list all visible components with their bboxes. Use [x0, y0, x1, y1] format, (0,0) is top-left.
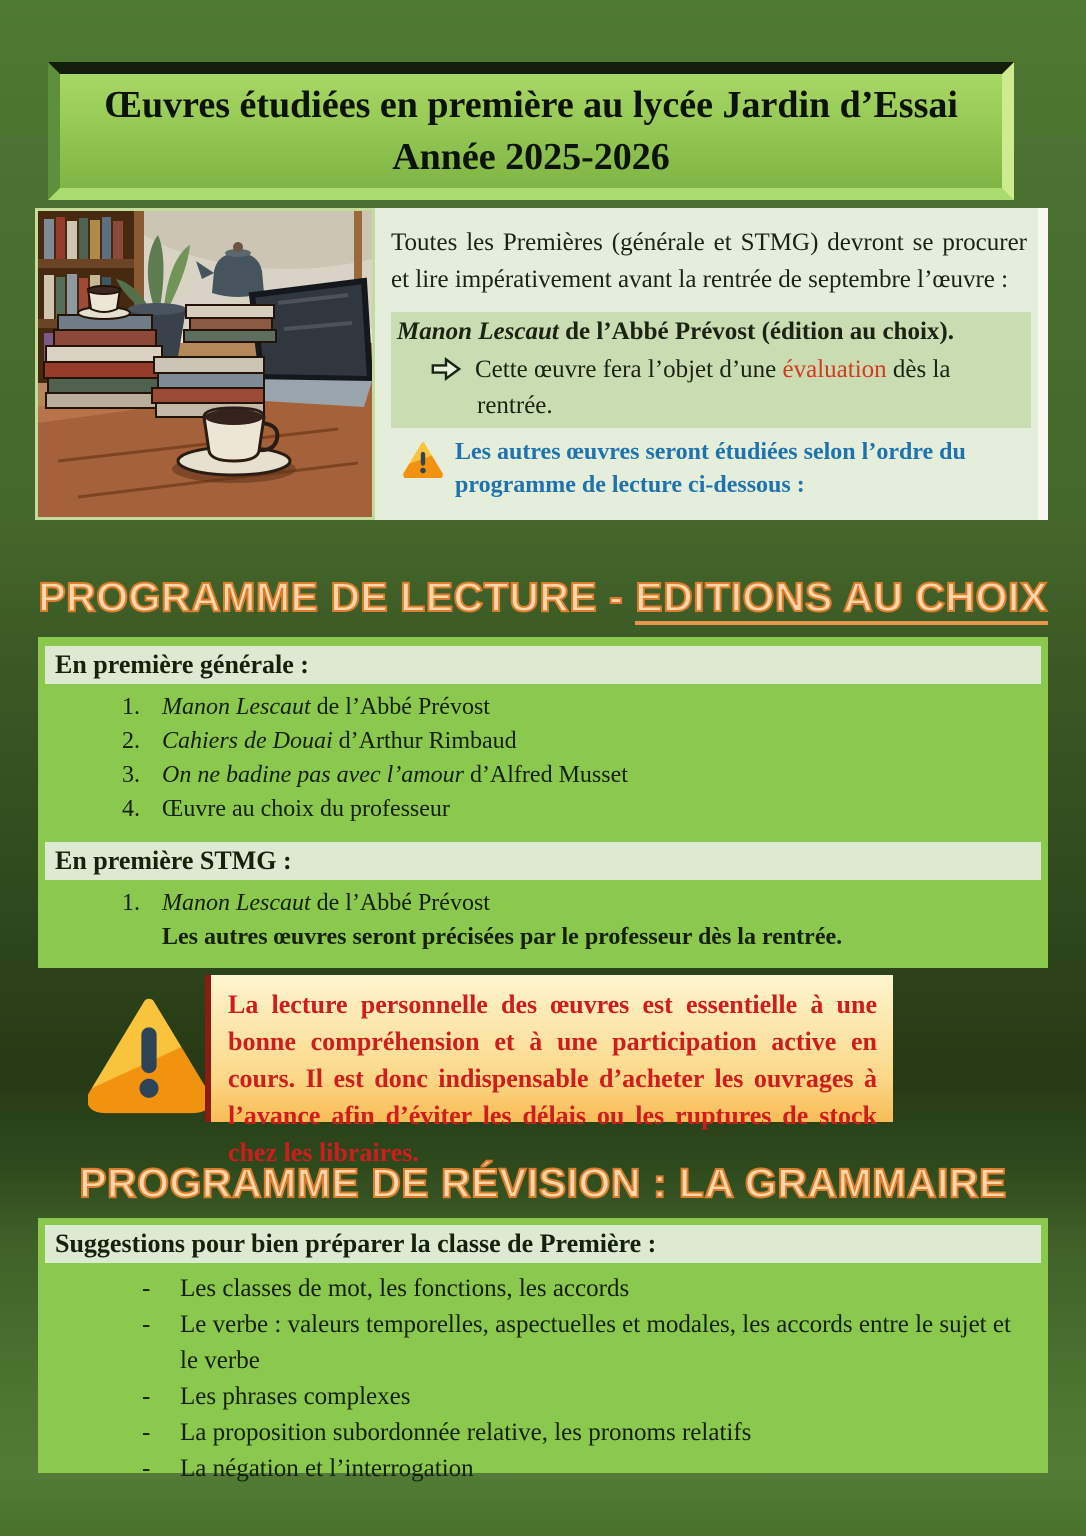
item-number: 4. [122, 796, 140, 822]
stmg-label: En première STMG : [45, 842, 1041, 880]
lecture-box [38, 637, 1048, 968]
item-text: Les phrases complexes [180, 1383, 411, 1410]
item-text [162, 886, 490, 920]
desk-illustration [35, 208, 375, 520]
list-item [142, 1451, 1022, 1487]
list-item [142, 1271, 1022, 1307]
item-text [162, 690, 490, 724]
title-banner [48, 62, 1014, 200]
notice-box [205, 975, 893, 1167]
grammar-list [142, 1271, 1048, 1487]
item-book-title: Manon Lescaut [162, 694, 311, 720]
dash-marker: - [142, 1311, 151, 1338]
evaluation-line [397, 352, 1025, 424]
big-warning-icon-wrap [88, 992, 210, 1121]
book-title: Manon Lescaut [397, 318, 559, 345]
notice-text: La lecture personnelle des œuvres est essentielle à une bonne compréhension et à une participation active en cours. Il est donc indispensable d’acheter les ouvrages à l’avance afin d’éviter les délais ou les ruptures de stock chez les libraires. [228, 990, 877, 1167]
list-item [122, 758, 1048, 792]
item-author: d’Alfred Musset [463, 762, 628, 788]
evaluation-pre: Cette œuvre fera l’objet d’une [475, 356, 783, 383]
lecture-heading-pre: PROGRAMME DE LECTURE - [38, 574, 636, 620]
required-book-line [397, 314, 1025, 350]
order-warning-text: Les autres œuvres seront étudiées selon l’ordre du programme de lecture ci-dessous : [455, 439, 966, 498]
intro-paragraph: Toutes les Premières (générale et STMG) devront se procurer et lire impérativement avant la rentrée de septembre l’œuvre : [391, 229, 1027, 293]
dash-marker: - [142, 1275, 151, 1302]
item-number: 2. [122, 728, 140, 754]
list-item [142, 1307, 1022, 1379]
arrow-right-icon [429, 357, 463, 381]
item-text [162, 758, 628, 792]
intro-panel [375, 208, 1048, 520]
item-text [162, 724, 517, 758]
book-title-rest: de l’Abbé Prévost (édition au choix). [558, 318, 954, 345]
page-title: Œuvres étudiées en première au lycée Jardin d’Essai [104, 84, 958, 126]
list-item [142, 1415, 1022, 1451]
generale-label: En première générale : [45, 646, 1041, 684]
item-text [162, 792, 450, 826]
item-number: 1. [122, 694, 140, 720]
item-number: 1. [122, 890, 140, 916]
item-book-title: Cahiers de Douai [162, 728, 333, 754]
item-text: Le verbe : valeurs temporelles, aspectuelles et modales, les accords entre le sujet et le verbe [180, 1311, 1011, 1374]
stmg-list [122, 886, 1048, 920]
order-warning-row [391, 436, 1028, 502]
list-item [122, 792, 1048, 826]
revision-heading: PROGRAMME DE RÉVISION : LA GRAMMAIRE [79, 1160, 1007, 1206]
warning-icon [88, 992, 210, 1116]
lecture-heading [0, 574, 1086, 621]
item-author: de l’Abbé Prévost [310, 694, 490, 720]
page-subtitle: Année 2025-2026 [392, 136, 670, 178]
item-book-title: Manon Lescaut [162, 890, 311, 916]
revision-box [38, 1218, 1048, 1482]
list-item [122, 886, 1048, 920]
item-text: La négation et l’interrogation [180, 1455, 474, 1482]
desk-illustration-art [38, 211, 372, 517]
item-author: de l’Abbé Prévost [310, 890, 490, 916]
evaluation-post: dès la rentrée. [477, 356, 951, 419]
revision-label: Suggestions pour bien préparer la classe de Première : [45, 1225, 1041, 1263]
item-author: d’Arthur Rimbaud [332, 728, 517, 754]
generale-list [122, 690, 1048, 826]
list-item [122, 724, 1048, 758]
item-text: La proposition subordonnée relative, les pronoms relatifs [180, 1419, 752, 1446]
warning-icon [403, 442, 443, 478]
evaluation-word: évaluation [782, 356, 887, 383]
list-item [142, 1379, 1022, 1415]
item-author: Œuvre au choix du professeur [162, 796, 450, 822]
dash-marker: - [142, 1419, 151, 1446]
highlight-block [391, 312, 1031, 428]
item-book-title: On ne badine pas avec l’amour [162, 762, 464, 788]
lecture-heading-underlined: EDITIONS AU CHOIX [635, 574, 1047, 625]
stmg-note: Les autres œuvres seront précisées par le professeur dès la rentrée. [162, 924, 843, 950]
item-number: 3. [122, 762, 140, 788]
dash-marker: - [142, 1383, 151, 1410]
dash-marker: - [142, 1455, 151, 1482]
list-item [122, 690, 1048, 724]
item-text: Les classes de mot, les fonctions, les accords [180, 1275, 630, 1302]
